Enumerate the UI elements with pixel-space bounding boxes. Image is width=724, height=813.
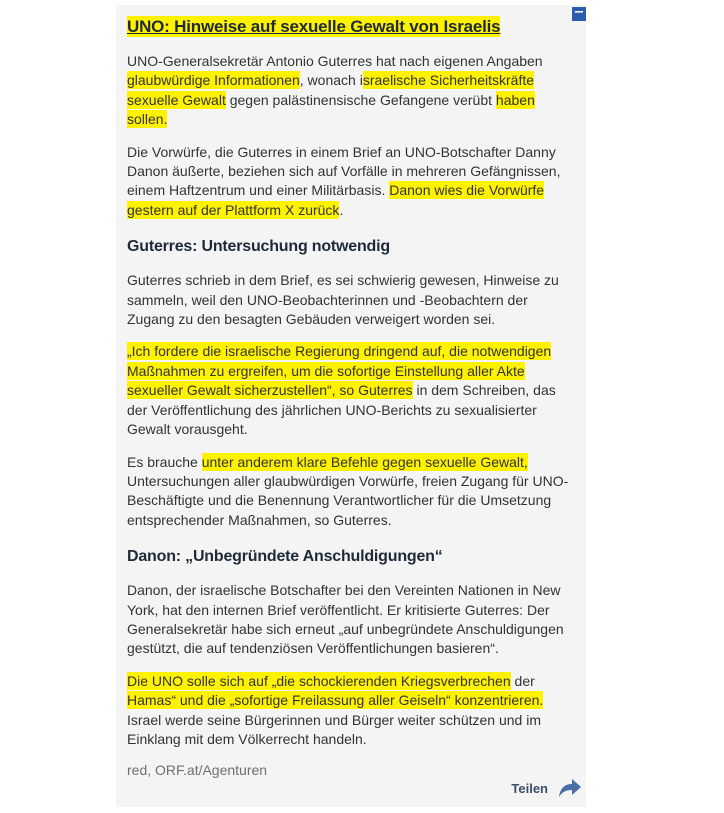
text: Untersuchungen aller glaubwürdigen Vorwürfe, freien Zugang für UNO-Beschäftigte und die Benennung Verantwortlicher für die Umsetzung entsprechender Maßnahmen, so Guterres.	[127, 472, 569, 528]
collapse-button[interactable]	[572, 7, 586, 21]
highlight: haben sollen.	[127, 91, 535, 128]
text: UNO-Generalsekretär Antonio Guterres hat nach eigenen Angaben	[127, 53, 543, 69]
text: Es brauche	[127, 453, 202, 470]
highlight: Die UNO solle sich auf „die schockierenden Kriegsverbrechen	[127, 672, 511, 689]
highlight: Hamas“ und die „sofortige Freilassung aller Geiseln“ konzentrieren.	[127, 692, 544, 709]
paragraph-3: Guterres schrieb in dem Brief, es sei schwierig gewesen, Hinweise zu sammeln, weil den UNO-Beobachterinnen und -Beobachtern der Zugang zu den besagten Gebäuden verweigert worden sei.	[127, 272, 559, 328]
text: der	[510, 672, 535, 689]
paragraph-4	[127, 342, 574, 439]
highlight: „Ich fordere die israelische Regierung dringend auf, die notwendigen Maßnahmen zu ergreifen, um die sofortige Einstellung aller Akte sexueller Gewalt sicherzustellen“, so Guterres	[127, 343, 552, 399]
share-label: Teilen	[511, 780, 548, 796]
title-highlight: UNO: Hinweise auf sexuelle Gewalt von Israelis	[127, 17, 501, 36]
highlight: Danon wies die Vorwürfe gestern auf der Plattform X zurück	[127, 182, 545, 218]
highlight: glaubwürdige Informationen	[127, 72, 300, 89]
subheading-danon: Danon: „Unbegründete Anschuldigungen“	[127, 548, 443, 566]
source-credit: red, ORF.at/Agenturen	[127, 762, 268, 779]
paragraph-6: Danon, der israelische Botschafter bei den Vereinten Nationen in New York, hat den internen Brief veröffentlicht. Er kritisierte Guterres: Der Generalsekretär habe sich erneut „auf unbegründete Anschuldigungen gestützt, die auf tendenziösen Veröffentlichungen basieren“.	[127, 582, 564, 657]
text: gegen palästinensische Gefangene verübt	[225, 91, 496, 108]
text: .	[339, 201, 344, 218]
paragraph-2	[127, 143, 574, 221]
paragraph-7	[127, 672, 574, 750]
paragraph-5	[127, 453, 574, 531]
text: , wonach i	[299, 72, 363, 89]
subheading-guterres: Guterres: Untersuchung notwendig	[127, 238, 390, 256]
minus-icon: −	[573, 5, 585, 20]
highlight: sraelische Sicherheitskräfte sexuelle Gewalt	[127, 72, 535, 108]
paragraph-1	[127, 52, 574, 130]
share-arrow-icon	[558, 777, 582, 799]
highlight: unter anderem klare Befehle gegen sexuelle Gewalt,	[201, 453, 528, 470]
article-panel	[116, 5, 586, 807]
text: Israel werde seine Bürgerinnen und Bürger weiter schützen und im Einklang mit dem Völkerrecht handeln.	[127, 711, 542, 747]
text: Die Vorwürfe, die Guterres in einem Brief an UNO-Botschafter Danny Danon äußerte, beziehen sich auf Vorfälle in mehreren Gefängnissen, einem Haftzentrum und einer Militärbasis.	[127, 143, 561, 199]
article-title	[127, 15, 574, 39]
share-button[interactable]	[511, 777, 582, 799]
text: in dem Schreiben, das der Veröffentlichung des jährlichen UNO-Berichts zu sexualisierter Gewalt vorausgeht.	[127, 382, 556, 438]
